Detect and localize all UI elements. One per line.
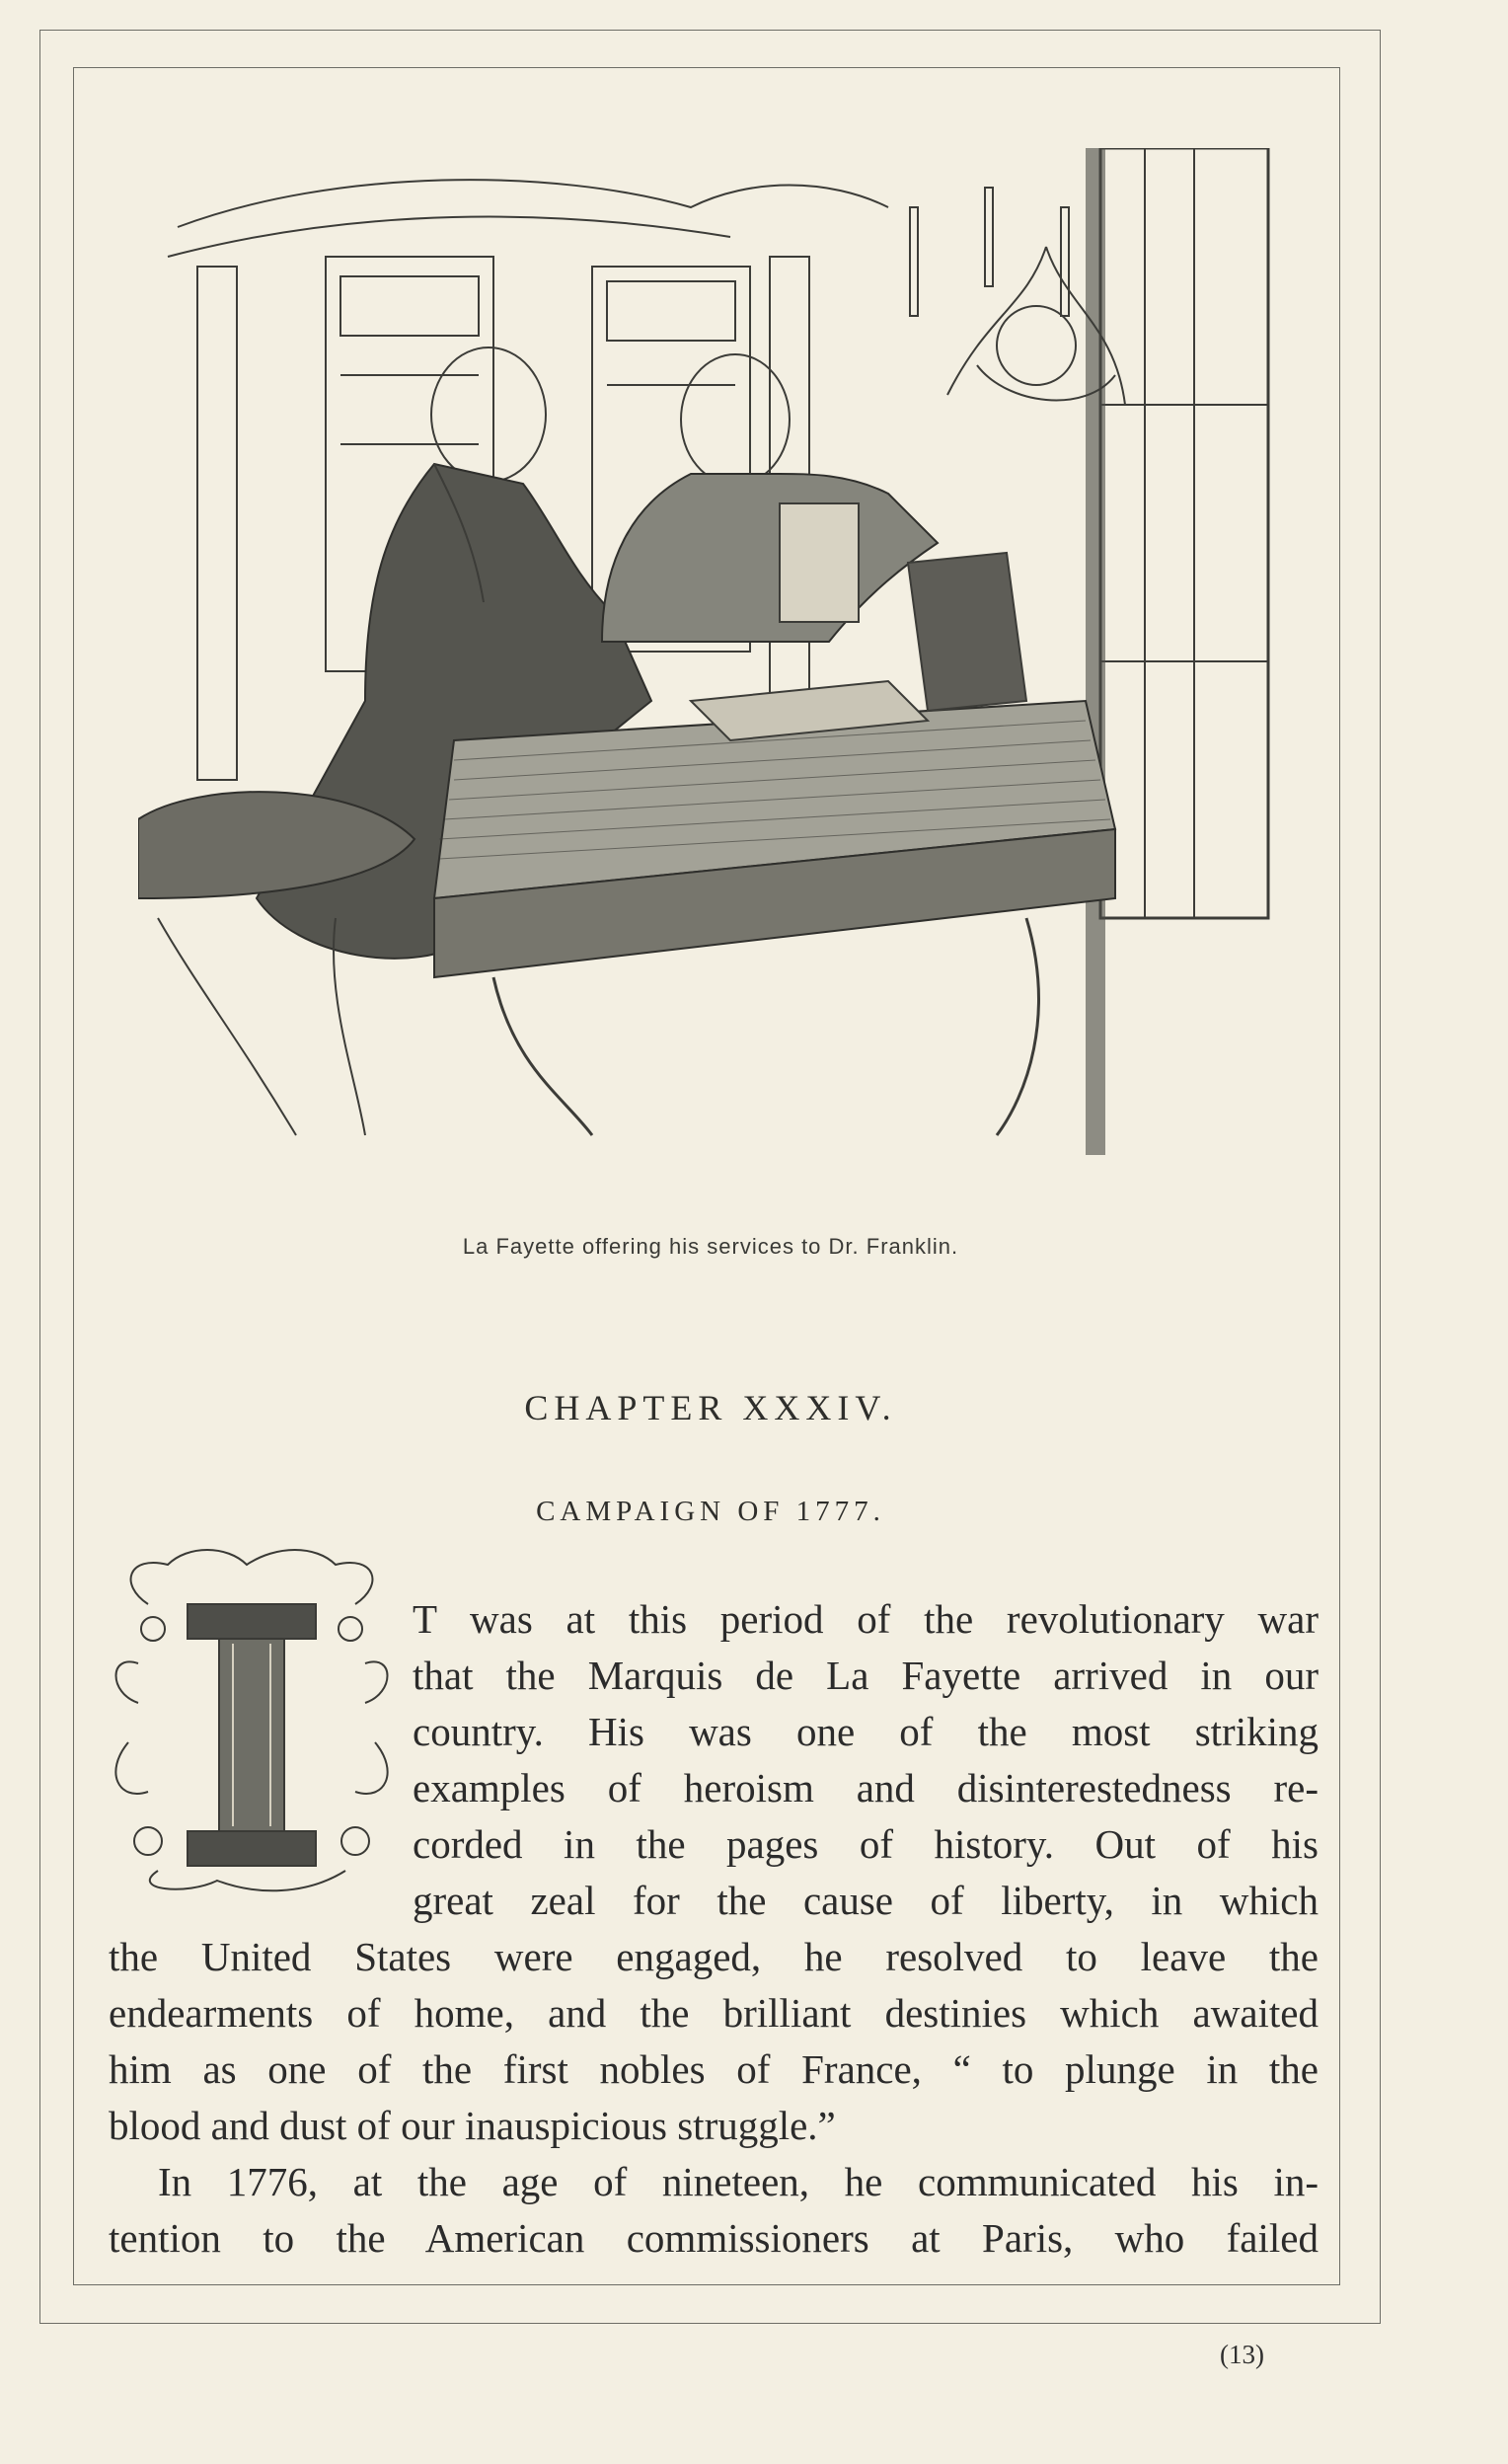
- body-line-9: him as one of the first nobles of France, “ to plunge in the: [109, 2046, 1319, 2092]
- body-line-1: T was at this period of the revolutionary war: [413, 1596, 1319, 1642]
- body-line-11: In 1776, at the age of nineteen, he communicated his in-: [158, 2159, 1319, 2204]
- ornamental-drop-cap: [109, 1545, 395, 1895]
- page-number: (13): [1220, 2340, 1264, 2369]
- body-line-6: great zeal for the cause of liberty, in which: [413, 1878, 1319, 1923]
- body-line-3: country. His was one of the most striking: [413, 1709, 1319, 1754]
- chapter-subtitle: CAMPAIGN OF 1777.: [536, 1496, 885, 1527]
- body-line-12: tention to the American commissioners at Paris, who failed: [109, 2215, 1319, 2261]
- body-line-2: that the Marquis de La Fayette arrived in our: [413, 1653, 1319, 1698]
- body-line-8: endearments of home, and the brilliant destinies which awaited: [109, 1990, 1319, 2036]
- engraving-illustration: [138, 148, 1283, 1190]
- body-line-10: blood and dust of our inauspicious struggle.”: [109, 2103, 836, 2148]
- body-line-5: corded in the pages of history. Out of his: [413, 1821, 1319, 1867]
- illustration-caption: La Fayette offering his services to Dr. Franklin.: [462, 1234, 959, 1259]
- chapter-title: CHAPTER XXXIV.: [524, 1388, 897, 1427]
- body-line-7: the United States were engaged, he resolved to leave the: [109, 1934, 1319, 1979]
- body-line-4: examples of heroism and disinterestedness re-: [413, 1765, 1319, 1810]
